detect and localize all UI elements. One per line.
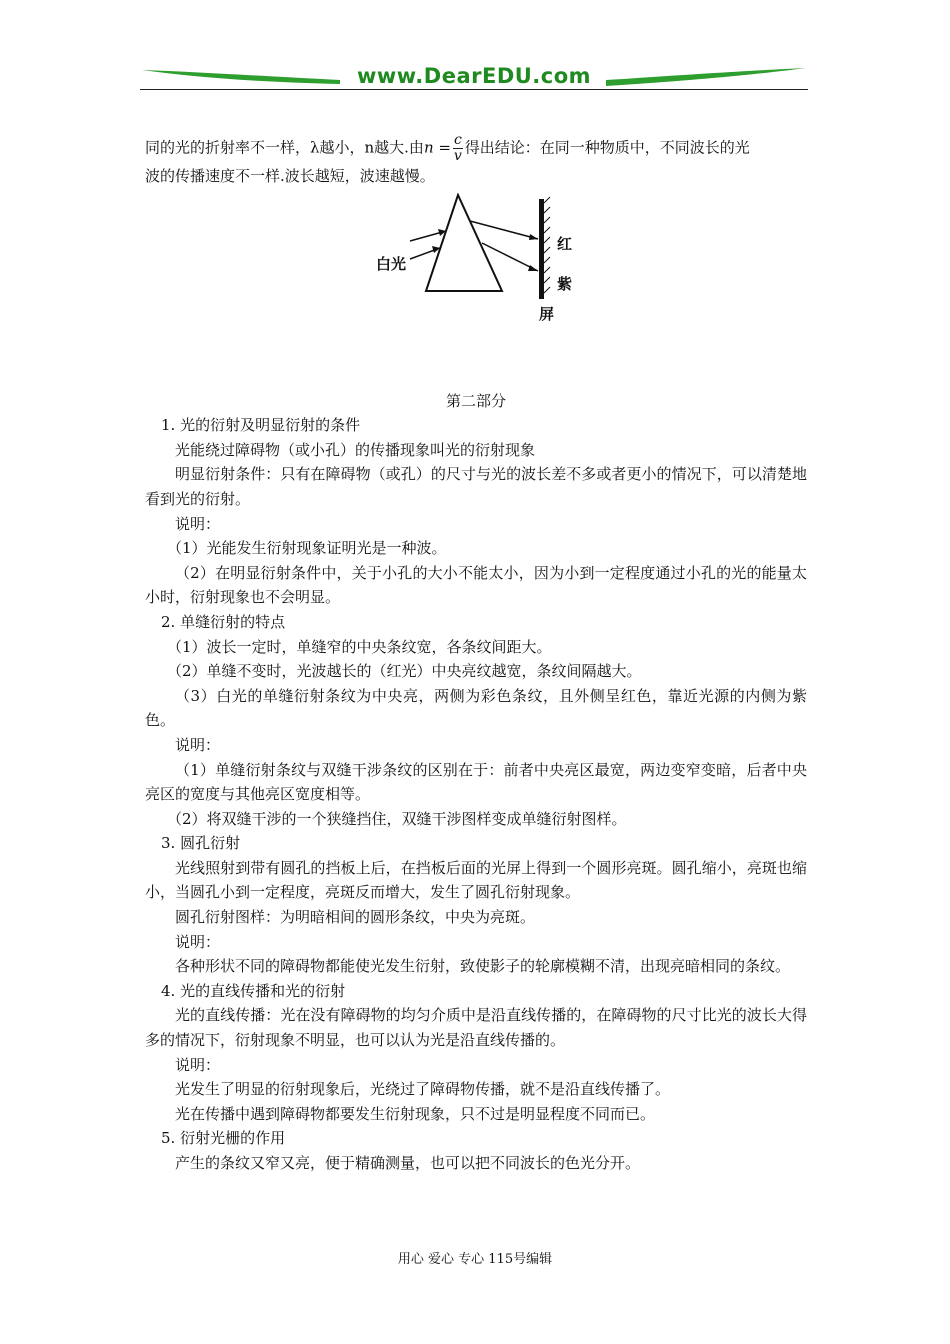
intro-line-2: 波的传播速度不一样.波长越短，波速越慢。 [145,167,435,185]
paragraph: 各种形状不同的障碍物都能使光发生衍射，致使影子的轮廓模糊不清，出现亮暗相同的条纹。 [175,957,791,976]
paragraph: 产生的条纹又窄又亮，便于精确测量，也可以把不同波长的色光分开。 [175,1154,641,1172]
paragraph: （2）将双缝干涉的一个狭缝挡住，双缝干涉图样变成单缝衍射图样。 [167,809,627,828]
label-red: 红 [557,234,573,253]
site-header-banner [140,62,808,92]
equation-fraction [453,133,463,164]
prism-diagram [370,193,580,388]
paragraph-list [145,413,807,1175]
paragraph: （1）光能发生衍射现象证明光是一种波。 [167,539,447,558]
paragraph: 圆孔衍射图样：为明暗相间的圆形条纹，中央为亮斑。 [175,908,536,927]
fraction-denominator: v [453,148,462,164]
paragraph: 光的直线传播：光在没有障碍物的均匀介质中是沿直线传播的，在障碍物的尺寸比光的波长大得多的情况下，衍射现象不明显，也可以认为光是沿直线传播的。 [145,1006,807,1050]
header-divider [140,89,808,90]
paragraph: 说明： [175,1055,221,1074]
paragraph: 光能绕过障碍物（或小孔）的传播现象叫光的衍射现象 [175,440,536,459]
paragraph: 3. 圆孔衍射 [161,834,241,853]
page-footer: 用心 爱心 专心 115号编辑 [397,1252,553,1267]
section-title: 第二部分 [445,391,506,410]
paragraph: 说明： [175,735,221,754]
document-body [145,133,807,1176]
paragraph: 5. 衍射光栅的作用 [161,1129,286,1148]
site-url: www.DearEDU.com [356,64,592,88]
paragraph: （1）单缝衍射条纹与双缝干涉条纹的区别在于：前者中央亮区最宽，两边变窄变暗，后者中央亮区的宽度与其他亮区宽度相等。 [145,760,807,804]
intro-line-1 [145,133,807,164]
paragraph: 光发生了明显的衍射现象后，光绕过了障碍物传播，就不是沿直线传播了。 [175,1080,671,1099]
label-violet: 紫 [557,274,573,293]
equation-lhs: n = [423,138,451,157]
prism-dispersion-figure [145,189,807,389]
label-white-light: 白光 [376,254,407,273]
paragraph: 光在传播中遇到障碍物都要发生衍射现象，只不过是明显程度不同而已。 [175,1104,656,1123]
paragraph: 4. 光的直线传播和光的衍射 [161,981,346,1000]
paragraph: 说明： [175,932,221,951]
paragraph: 明显衍射条件：只有在障碍物（或孔）的尺寸与光的波长差不多或者更小的情况下，可以清楚地看到光的衍射。 [145,465,807,508]
fraction-numerator: c [453,132,462,148]
paragraph: （3）白光的单缝衍射条纹为中央亮，两侧为彩色条纹，且外侧呈红色，靠近光源的内侧为紫色。 [145,686,807,730]
paragraph: （1）波长一定时，单缝窄的中央条纹宽，各条纹间距大。 [167,637,552,656]
paragraph: 光线照射到带有圆孔的挡板上后，在挡板后面的光屏上得到一个圆形亮斑。圆孔缩小，亮斑也缩小，当圆孔小到一定程度，亮斑反而增大，发生了圆孔衍射现象。 [145,858,807,902]
paragraph: 2. 单缝衍射的特点 [161,612,286,631]
paragraph: （2）在明显衍射条件中，关于小孔的大小不能太小，因为小到一定程度通过小孔的光的能量太小时，衍射现象也不会明显。 [145,563,807,607]
paragraph: （2）单缝不变时，光波越长的（红光）中央亮纹越宽，条纹间隔越大。 [167,662,642,681]
intro-text-post: 得出结论：在同一种物质中，不同波长的光 [464,138,750,157]
intro-text-pre: 同的光的折射率不一样，λ越小，n越大.由 [145,138,424,157]
paragraph: 说明： [175,514,221,533]
label-screen: 屏 [539,304,555,323]
paragraph: 1. 光的衍射及明显衍射的条件 [161,416,361,435]
